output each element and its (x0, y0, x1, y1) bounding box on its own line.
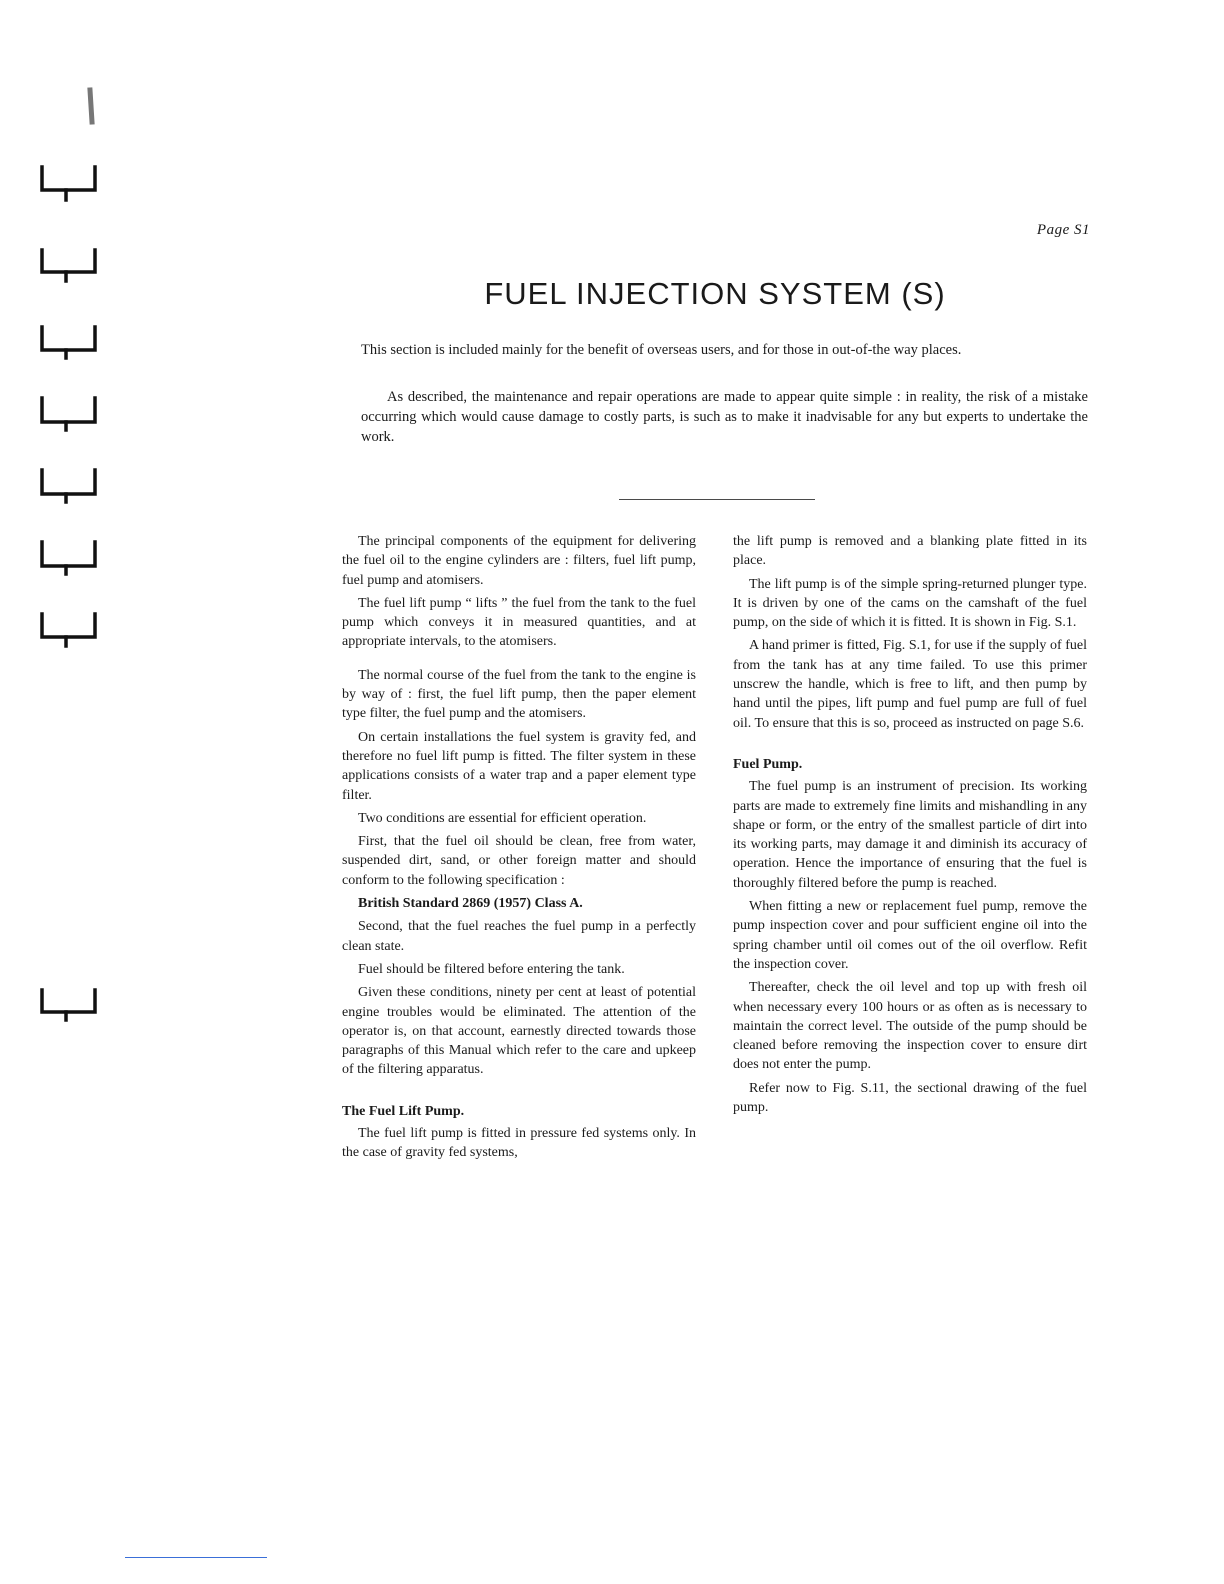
paragraph: The principal components of the equipment for delivering the fuel oil to the engine cylinders are : filters, fuel lift pump, fuel pump and atomisers. (342, 534, 696, 588)
paragraph: On certain installations the fuel system is gravity fed, and therefore no fuel lift pump is fitted. The filter system in these applications consists of a water trap and a paper element type filter. (342, 729, 696, 803)
paragraph: When fitting a new or replacement fuel pump, remove the pump inspection cover and pour sufficient engine oil into the spring chamber until oil comes out of the oil overflow. Refit the inspection cover. (733, 899, 1087, 972)
paragraph: The fuel lift pump is fitted in pressure fed systems only. In the case of gravity fed systems, (342, 1126, 696, 1161)
heading-fuel-pump: Fuel Pump. (733, 756, 803, 772)
paragraph: Second, that the fuel reaches the fuel pump in a perfectly clean state. (342, 919, 696, 954)
paragraph: A hand primer is fitted, Fig. S.1, for use if the supply of fuel from the tank has at any time failed. To use this primer unscrew the handle, which is free to lift, and then pump by hand until the pipes, lift pump and fuel pump are full of fuel oil. To ensure that this is so, proceed as instructed on page S.6. (733, 638, 1087, 731)
paragraph: The lift pump is of the simple spring-returned plunger type. It is driven by one of the cams on the camshaft of the fuel pump, on the side of which it is fitted. It is shown in Fig. S.1. (733, 576, 1087, 631)
paragraph: The fuel lift pump “ lifts ” the fuel from the tank to the fuel pump which conveys it in measured quantities, and at appropriate intervals, to the atomisers. (342, 595, 696, 650)
paragraph: The fuel pump is an instrument of precision. Its working parts are made to extremely fine limits and mishandling in any shape or form, or the entry of the smallest particle of dirt into its working parts, may damage it and diminish its accuracy of operation. Hence the importance of ensuring that the fuel is thoroughly filtered before the pump is reached. (733, 779, 1087, 891)
paragraph: Refer now to Fig. S.11, the sectional drawing of the fuel pump. (733, 1080, 1087, 1116)
heading-fuel-lift-pump: The Fuel Lift Pump. (342, 1103, 465, 1119)
paragraph: First, that the fuel oil should be clean, free from water, suspended dirt, sand, or other foreign matter and should conform to the following specification : (342, 834, 696, 888)
binder-holes (30, 0, 110, 1100)
intro-paragraph-2: As described, the maintenance and repair operations are made to appear quite simple : in reality, the risk of a mistake occurring which would cause damage to costly parts, is such as to make it inadvisable for any but experts to undertake the work. (361, 389, 1088, 445)
right-column (733, 532, 1087, 1121)
section-divider (619, 499, 815, 500)
page-number: Page S1 (1036, 222, 1090, 238)
paragraph: The normal course of the fuel from the tank to the engine is by way of : first, the fuel lift pump, then the paper element type filter, the fuel pump and the atomisers. (342, 667, 696, 722)
section-title: FUEL INJECTION SYSTEM (S) (484, 276, 946, 311)
footer-rule (125, 1557, 267, 1558)
left-column (342, 532, 696, 1167)
binder-hole-marks (30, 0, 110, 1100)
fuel-specification: British Standard 2869 (1957) Class A. (358, 896, 583, 912)
paragraph: Two conditions are essential for efficient operation. (358, 810, 647, 826)
intro-paragraph-1: This section is included mainly for the benefit of overseas users, and for those in out-of-the way places. (361, 342, 962, 358)
paragraph: the lift pump is removed and a blanking plate fitted in its place. (733, 534, 1087, 569)
paragraph: Fuel should be filtered before entering the tank. (358, 961, 625, 977)
paragraph: Given these conditions, ninety per cent at least of potential engine troubles would be eliminated. The attention of the operator is, on that account, earnestly directed towards those paragraphs of this Manual which refer to the care and upkeep of the filtering apparatus. (342, 985, 696, 1078)
paragraph: Thereafter, check the oil level and top up with fresh oil when necessary every 100 hours or as often as is necessary to maintain the correct level. The outside of the pump should be cleaned before removing the inspection cover to ensure dirt does not enter the pump. (733, 980, 1087, 1073)
